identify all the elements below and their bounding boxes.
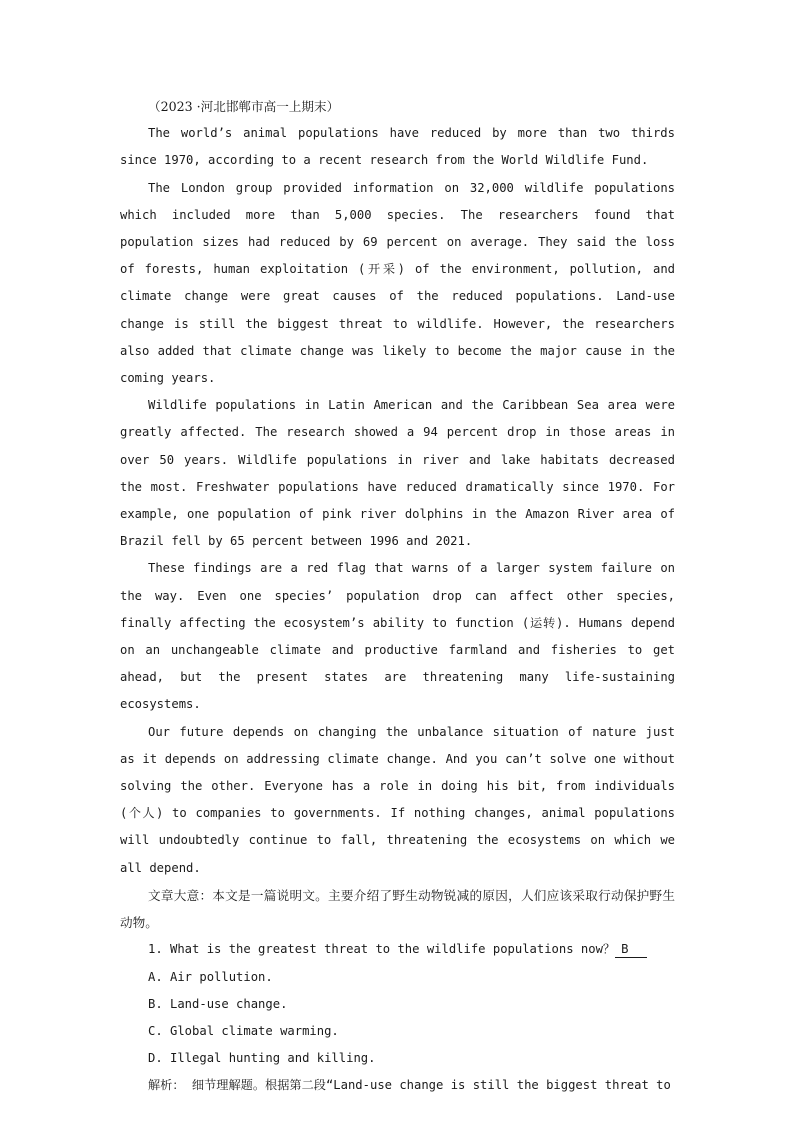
passage-paragraph-5: Our future depends on changing the unbalance situation of nature just as it depends on addressing climate change. And you can’t solve one without solving the other. Everyone has a role in doing his bit, from individuals (个人) to companies to governments. If nothing changes, animal populations will undoubtedly continue to fall, threatening the ecosystems on which we all depend. [120, 724, 675, 875]
question-source: （2023 ·河北邯郸市高一上期末） [148, 99, 340, 114]
question-1-answer: B [615, 941, 647, 958]
option-b: B. Land-use change. [148, 996, 288, 1011]
option-d: D. Illegal hunting and killing. [148, 1051, 376, 1066]
option-c: C. Global climate warming. [148, 1023, 339, 1038]
passage-paragraph-3: Wildlife populations in Latin American and the Caribbean Sea area were greatly affected. The research showed a 94 percent drop in those areas in over 50 years. Wildlife populations in river and lake habitats decreased the most. Freshwater populations have reduced dramatically since 1970. For example, one population of pink river dolphins in the Amazon River area of Brazil fell by 65 percent between 1996 and 2021. [120, 398, 675, 549]
answer-analysis: 解析： 细节理解题。根据第二段“Land-use change is still the biggest threat to [148, 1078, 671, 1093]
passage-paragraph-1: The world’s animal populations have reduced by more than two thirds since 1970, according to a recent research from the World Wildlife Fund. [120, 126, 675, 168]
article-summary: 文章大意：本文是一篇说明文。主要介绍了野生动物锐减的原因，人们应该采取行动保护野生动物。 [120, 887, 675, 931]
option-a: A. Air pollution. [148, 969, 273, 984]
question-1 [120, 936, 675, 963]
passage-paragraph-4: These findings are a red flag that warns of a larger system failure on the way. Even one species’ population drop can affect other species, finally affecting the ecosystem’s ability to function (运转). Humans depend on an unchangeable climate and productive farmland and fisheries to get ahead, but the present states are threatening many life-sustaining ecosystems. [120, 561, 675, 712]
question-1-text: 1. What is the greatest threat to the wildlife populations now？ [148, 942, 616, 957]
passage-paragraph-2: The London group provided information on 32,000 wildlife populations which included more than 5,000 species. The researchers found that population sizes had reduced by 69 percent on average. They said the loss of forests, human exploitation (开采) of the environment, pollution, and climate change were great causes of the reduced populations. Land-use change is still the biggest threat to wildlife. However, the researchers also added that climate change was likely to become the major cause in the coming years. [120, 180, 675, 386]
document-page [120, 93, 675, 1100]
